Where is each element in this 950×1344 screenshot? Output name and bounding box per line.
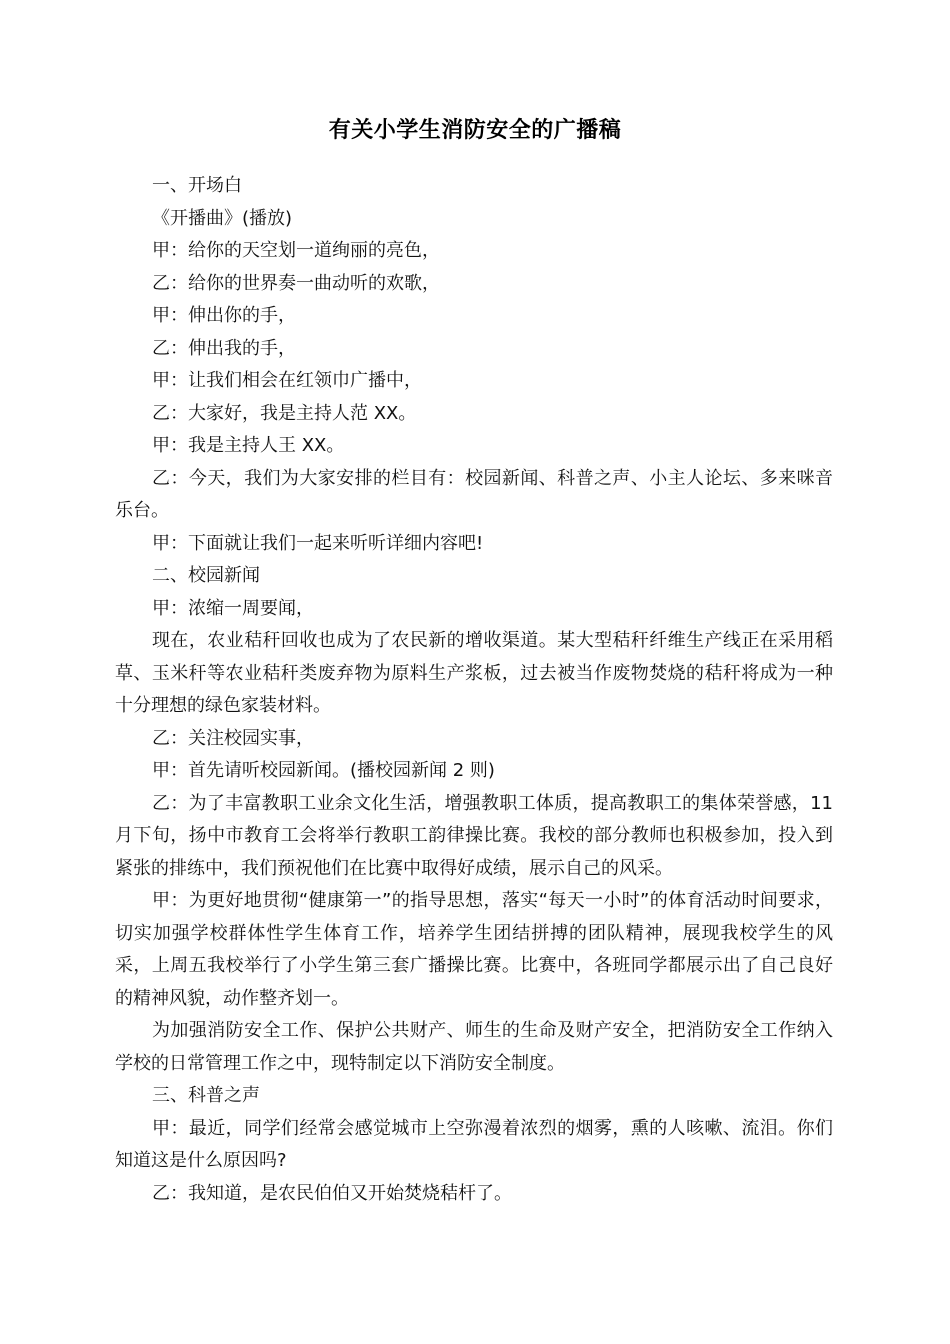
paragraph: 乙：伸出我的手，: [152, 337, 296, 359]
paragraph: 甲：为更好地贯彻“健康第一”的指导思想，落实“每天一小时”的体育活动时间要求，切实加强学校群体性学生体育工作，培养学生团结拼搏的团队精神，展现我校学生的风采，上周五我校举行了小学生第三套广播操比赛。比赛中，各班同学都展示出了自己良好的精神风貌，动作整齐划一。: [115, 890, 833, 1009]
paragraph: 乙：我知道，是农民伯伯又开始焚烧秸杆了。: [152, 1182, 512, 1204]
paragraph: 乙：为了丰富教职工业余文化生活，增强教职工体质，提高教职工的集体荣誉感，11 月下旬，扬中市教育工会将举行教职工韵律操比赛。我校的部分教师也积极参加，投入到紧张的排练中，我们预祝他们在比赛中取得好成绩，展示自己的风采。: [115, 792, 833, 879]
paragraph: 甲：首先请听校园新闻。(播校园新闻 2 则): [152, 760, 495, 781]
paragraph: 甲：下面就让我们一起来听听详细内容吧!: [152, 532, 484, 554]
paragraph: 乙：今天，我们为大家安排的栏目有：校园新闻、科普之声、小主人论坛、多来咪音乐台。: [115, 467, 833, 521]
paragraph: 甲：最近，同学们经常会感觉城市上空弥漫着浓烈的烟雾，熏的人咳嗽、流泪。你们知道这是什么原因吗?: [115, 1117, 833, 1171]
paragraph: 乙：大家好，我是主持人范 XX。: [152, 402, 417, 424]
paragraph: 一、开场白: [152, 175, 242, 196]
paragraph: 三、科普之声: [152, 1085, 260, 1106]
paragraph: 乙：关注校园实事，: [152, 727, 314, 749]
paragraph: 甲：让我们相会在红领巾广播中，: [152, 370, 422, 391]
paragraph: 现在，农业秸秆回收也成为了农民新的增收渠道。某大型秸秆纤维生产线正在采用稻草、玉米秆等农业秸秆类废弃物为原料生产浆板，过去被当作废物焚烧的秸秆将成为一种十分理想的绿色家装材料。: [115, 630, 833, 716]
paragraph: 《开播曲》(播放): [152, 207, 293, 229]
document-title: 有关小学生消防安全的广播稿: [328, 118, 622, 143]
document-body: [115, 170, 833, 1210]
paragraph: 甲：我是主持人王 XX。: [152, 435, 345, 456]
paragraph: 为加强消防安全工作、保护公共财产、师生的生命及财产安全，把消防安全工作纳入学校的日常管理工作之中，现特制定以下消防安全制度。: [115, 1020, 833, 1074]
paragraph: 乙：给你的世界奏一曲动听的欢歌，: [152, 272, 440, 294]
paragraph: 二、校园新闻: [152, 565, 260, 586]
paragraph: 甲：浓缩一周要闻，: [152, 597, 314, 619]
paragraph: 甲：给你的天空划一道绚丽的亮色，: [152, 240, 440, 261]
paragraph: 甲：伸出你的手，: [152, 305, 296, 326]
